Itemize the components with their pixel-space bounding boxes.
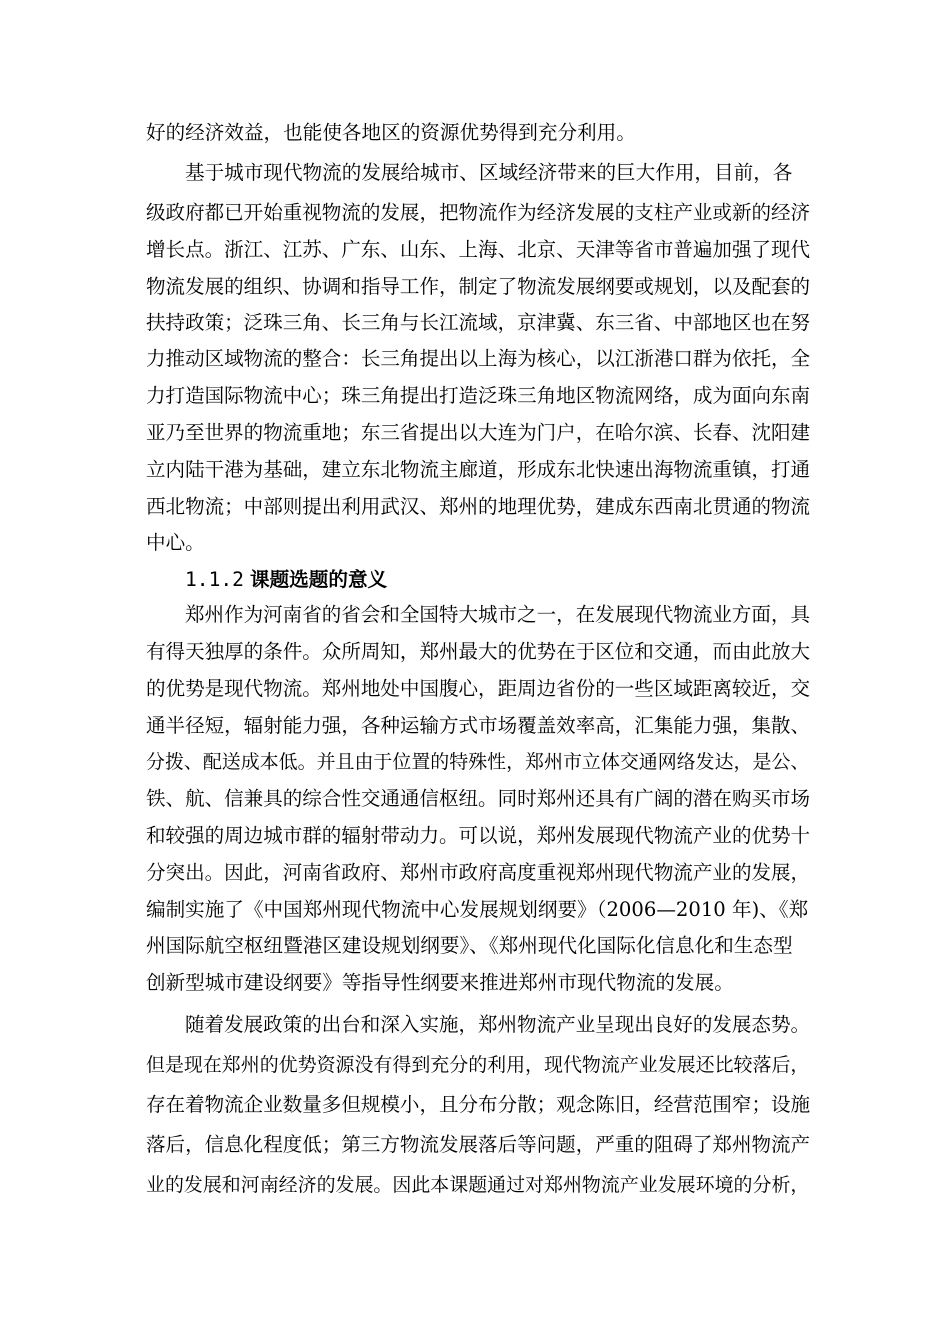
paragraph-line: 分拨、配送成本低。并且由于位置的特殊性，郑州市立体交通网络发达，是公、 bbox=[146, 751, 810, 773]
paragraph-line: 好的经济效益，也能使各地区的资源优势得到充分利用。 bbox=[146, 121, 636, 144]
paragraph-line: 铁、航、信兼具的综合性交通通信枢纽。同时郑州还具有广阔的潜在购买市场 bbox=[146, 787, 811, 810]
section-title: 课题选题的意义 bbox=[249, 568, 388, 591]
paragraph-line: 增长点。浙江、江苏、广东、山东、上海、北京、天津等省市普遍加强了现代 bbox=[146, 238, 811, 261]
paragraph-line: 但是现在郑州的优势资源没有得到充分的利用，现代物流产业发展还比较落后， bbox=[146, 1054, 810, 1076]
paragraph-line: 力推动区域物流的整合：长三角提出以上海为核心，以江浙港口群为依托，全 bbox=[146, 347, 811, 370]
section-number: 1.1.2 bbox=[185, 568, 244, 591]
section-heading bbox=[185, 565, 387, 595]
paragraph-line: 中心。 bbox=[146, 531, 205, 554]
paragraph-line: 基于城市现代物流的发展给城市、区域经济带来的巨大作用，目前，各 bbox=[185, 161, 793, 184]
paragraph-line: 有得天独厚的条件。众所周知，郑州最大的优势在于区位和交通，而由此放大 bbox=[146, 640, 811, 663]
paragraph-line: 郑州作为河南省的省会和全国特大城市之一，在发展现代物流业方面，具 bbox=[185, 603, 810, 626]
paragraph-line: 的优势是现代物流。郑州地处中国腹心，距周边省份的一些区域距离较近，交 bbox=[146, 677, 811, 700]
paragraph-line: 编制实施了《中国郑州现代物流中心发展规划纲要》（2006—2010 年)、《郑 bbox=[146, 898, 809, 921]
paragraph-line: 立内陆干港为基础，建立东北物流主廊道，形成东北快速出海物流重镇，打通 bbox=[146, 458, 811, 481]
paragraph-line: 和较强的周边城市群的辐射带动力。可以说，郑州发展现代物流产业的优势十 bbox=[146, 824, 811, 847]
paragraph-line: 业的发展和河南经济的发展。因此本课题通过对郑州物流产业发展环境的分析， bbox=[146, 1174, 810, 1196]
paragraph-line: 存在着物流企业数量多但规模小，且分布分散；观念陈旧，经营范围窄；设施 bbox=[146, 1093, 811, 1116]
paragraph-line: 物流发展的组织、协调和指导工作，制定了物流发展纲要或规划，以及配套的 bbox=[146, 275, 811, 298]
paragraph-line: 随着发展政策的出台和深入实施，郑州物流产业呈现出良好的发展态势。 bbox=[185, 1013, 810, 1036]
paragraph-line: 力打造国际物流中心；珠三角提出打造泛珠三角地区物流网络，成为面向东南 bbox=[146, 384, 811, 407]
paragraph-line: 扶持政策；泛珠三角、长三角与长江流域，京津冀、东三省、中部地区也在努 bbox=[146, 311, 811, 334]
paragraph-line: 创新型城市建设纲要》等指导性纲要来推进郑州市现代物流的发展。 bbox=[146, 971, 734, 994]
paragraph-line: 州国际航空枢纽暨港区建设规划纲要》、《郑州现代化国际化信息化和生态型 bbox=[146, 934, 793, 957]
paragraph-line: 分突出。因此，河南省政府、郑州市政府高度重视郑州现代物流产业的发展， bbox=[146, 861, 811, 884]
paragraph-line: 通半径短，辐射能力强，各种运输方式市场覆盖效率高，汇集能力强，集散、 bbox=[146, 714, 811, 737]
paragraph-line: 落后，信息化程度低；第三方物流发展落后等问题，严重的阻碍了郑州物流产 bbox=[146, 1133, 811, 1156]
paragraph-line: 亚乃至世界的物流重地；东三省提出以大连为门户，在哈尔滨、长春、沈阳建 bbox=[146, 421, 811, 444]
paragraph-line: 西北物流；中部则提出利用武汉、郑州的地理优势，建成东西南北贯通的物流 bbox=[146, 495, 811, 518]
paragraph-line: 级政府都已开始重视物流的发展，把物流作为经济发展的支柱产业或新的经济 bbox=[146, 201, 811, 224]
